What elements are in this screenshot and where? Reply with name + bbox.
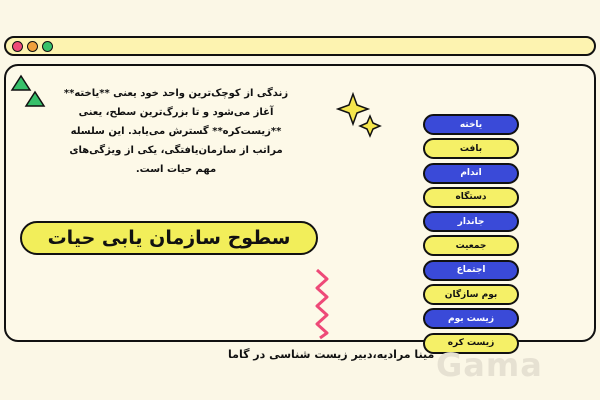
menu-item-andam[interactable]: اندام xyxy=(423,163,519,184)
maximize-dot-icon[interactable] xyxy=(42,41,53,52)
menu-item-zist-kore[interactable]: زیست کره xyxy=(423,333,519,354)
menu-item-jamiyat[interactable]: جمعیت xyxy=(423,235,519,256)
watermark-logo: Gama xyxy=(436,346,543,384)
page-title: سطوح سازمان یابی حیات xyxy=(20,221,318,255)
menu-item-baft[interactable]: بافت xyxy=(423,138,519,159)
triangles-icon xyxy=(8,70,48,110)
menu-item-dastgah[interactable]: دستگاه xyxy=(423,187,519,208)
zigzag-icon xyxy=(312,268,332,340)
minimize-dot-icon[interactable] xyxy=(27,41,38,52)
menu-item-yakhte[interactable]: یاخته xyxy=(423,114,519,135)
menu-item-ejtema[interactable]: اجتماع xyxy=(423,260,519,281)
sparkle-icon xyxy=(336,92,386,142)
menu-item-zist-boom[interactable]: زیست بوم xyxy=(423,308,519,329)
intro-paragraph: زندگی از کوچک‌ترین واحد خود یعنی **یاخته** آغاز می‌شود و تا بزرگ‌ترین سطح، یعنی **زیست‌کره** گسترش می‌یابد. این سلسله مراتب از سازمان‌یافتگی، یکی از ویژگی‌های مهم حیات است. xyxy=(63,88,289,175)
levels-menu xyxy=(423,114,519,357)
menu-item-boom-sazegan[interactable]: بوم سازگان xyxy=(423,284,519,305)
window-title-bar xyxy=(4,36,596,56)
close-dot-icon[interactable] xyxy=(12,41,23,52)
author-credit: مینا مرادیه،دبیر زیست شناسی در گاما xyxy=(228,348,435,361)
menu-item-jandar[interactable]: جاندار xyxy=(423,211,519,232)
